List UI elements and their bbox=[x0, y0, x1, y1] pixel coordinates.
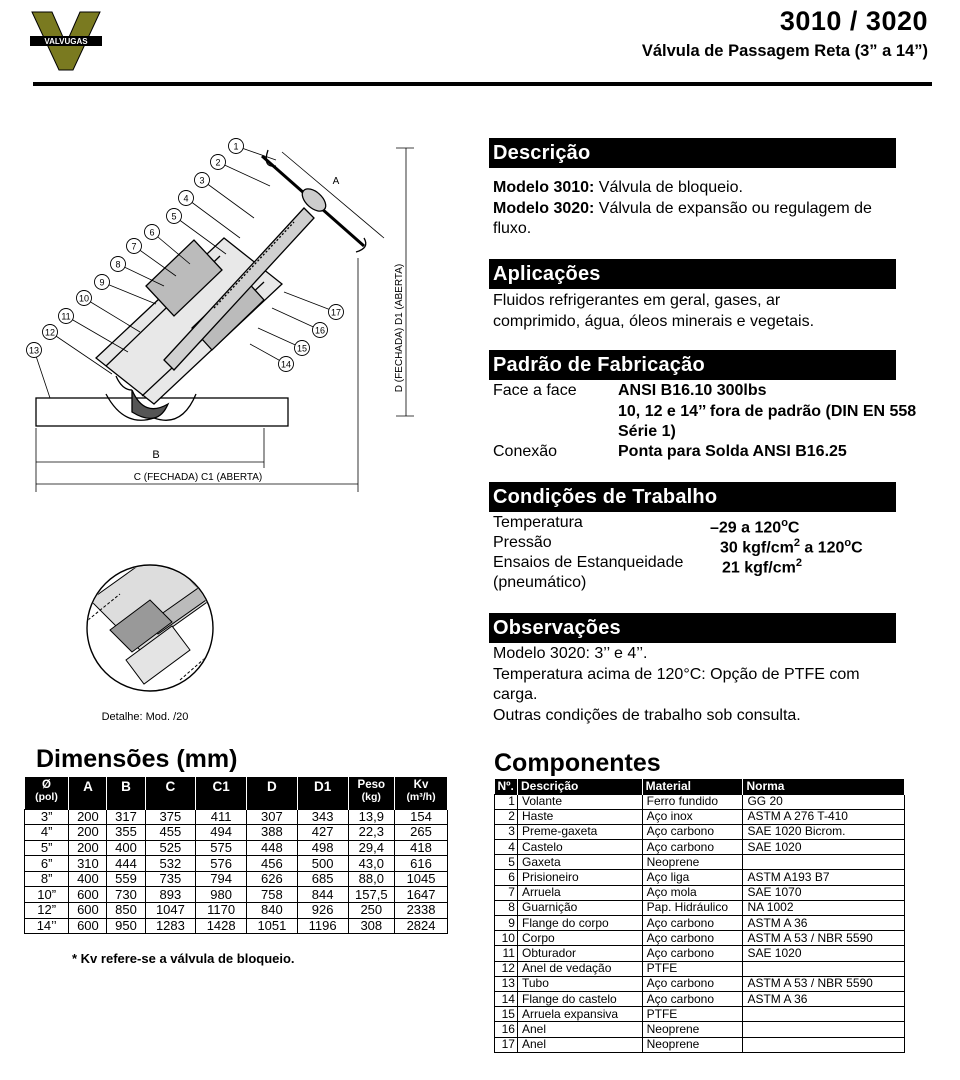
dimensoes-header-label: D1 bbox=[314, 779, 332, 794]
dimensoes-cell: 626 bbox=[247, 871, 298, 887]
model-3010-text: Válvula de bloqueio. bbox=[594, 179, 743, 196]
dimensoes-header-sublabel: (kg) bbox=[361, 791, 381, 803]
face-a-face-label: Face a face bbox=[493, 382, 577, 399]
dimensoes-cell: 850 bbox=[107, 903, 145, 919]
componentes-cell: ASTM A193 B7 bbox=[743, 870, 905, 885]
componentes-cell: SAE 1020 Bicrom. bbox=[743, 824, 905, 839]
componentes-cell: 5 bbox=[495, 855, 518, 870]
dimensoes-table bbox=[24, 777, 448, 934]
componentes-cell: 6 bbox=[495, 870, 518, 885]
componentes-cell: Aço carbono bbox=[642, 976, 743, 991]
pressao-unit: C bbox=[851, 539, 863, 557]
observacao-line: Temperatura acima de 120°C: Opção de PTFE com carga. bbox=[493, 665, 860, 703]
document-title: Válvula de Passagem Reta (3” a 14”) bbox=[641, 42, 928, 60]
callout-number: 13 bbox=[28, 345, 40, 356]
callout-number: 4 bbox=[183, 193, 189, 204]
dimensoes-header-label: Peso bbox=[357, 779, 386, 791]
dimensoes-cell: 427 bbox=[297, 825, 348, 841]
observacao-line: Modelo 3020: 3’’ e 4’’. bbox=[493, 645, 648, 662]
callout-number: 8 bbox=[115, 259, 121, 270]
dimensoes-cell: 343 bbox=[297, 809, 348, 825]
componentes-cell bbox=[743, 961, 905, 976]
dimensoes-cell: 980 bbox=[196, 887, 247, 903]
observacao-line: Outras condições de trabalho sob consulta. bbox=[493, 706, 801, 724]
dimensoes-row bbox=[25, 825, 448, 841]
dimensoes-cell: 1045 bbox=[395, 871, 448, 887]
dimension-label-a: A bbox=[332, 176, 340, 187]
dimension-label-c: C (FECHADA) C1 (ABERTA) bbox=[133, 472, 263, 483]
dimensoes-cell: 616 bbox=[395, 856, 448, 872]
dimensoes-cell: 494 bbox=[196, 825, 247, 841]
dimensoes-cell: 444 bbox=[107, 856, 145, 872]
callout-leader-line bbox=[84, 298, 140, 332]
componentes-row bbox=[495, 1007, 905, 1022]
componentes-row bbox=[495, 900, 905, 915]
dimensoes-cell: 2338 bbox=[395, 903, 448, 919]
componentes-cell: Arruela bbox=[517, 885, 642, 900]
dimensoes-cell: 12” bbox=[25, 903, 69, 919]
dimensoes-cell: 448 bbox=[247, 840, 298, 856]
componentes-cell: ASTM A 53 / NBR 5590 bbox=[743, 931, 905, 946]
componentes-cell: SAE 1020 bbox=[743, 946, 905, 961]
dimensoes-cell: 926 bbox=[297, 903, 348, 919]
section-header-condicoes: Condições de Trabalho bbox=[489, 482, 896, 512]
dimensoes-cell: 456 bbox=[247, 856, 298, 872]
dimensoes-cell: 1196 bbox=[297, 918, 348, 934]
section-header-observacoes: Observações bbox=[489, 613, 896, 643]
dimensoes-header-label: Kv bbox=[413, 779, 429, 791]
dimensoes-cell: 576 bbox=[196, 856, 247, 872]
dimensoes-cell: 375 bbox=[145, 809, 196, 825]
componentes-cell bbox=[743, 1022, 905, 1037]
dimensoes-header-label: A bbox=[83, 779, 93, 794]
dimensoes-cell: 1047 bbox=[145, 903, 196, 919]
componentes-cell: Ferro fundido bbox=[642, 794, 743, 809]
callout-number: 3 bbox=[199, 175, 205, 186]
callout-leader-line bbox=[202, 180, 254, 218]
dimensoes-row bbox=[25, 918, 448, 934]
dimensoes-cell: 411 bbox=[196, 809, 247, 825]
componentes-cell: SAE 1020 bbox=[743, 840, 905, 855]
dimensoes-header-sublabel: (pol) bbox=[35, 791, 58, 803]
dimensoes-header-label: Ø bbox=[41, 779, 51, 791]
dimensoes-column-header bbox=[395, 777, 448, 809]
componentes-cell: Neoprene bbox=[642, 1022, 743, 1037]
componentes-row bbox=[495, 870, 905, 885]
componentes-cell: Aço carbono bbox=[642, 824, 743, 839]
model-3020-text: Válvula de expansão ou regulagem de fluxo. bbox=[493, 199, 872, 237]
dimensoes-title: Dimensões (mm) bbox=[36, 745, 238, 773]
dimensoes-cell: 950 bbox=[107, 918, 145, 934]
componentes-cell: ASTM A 36 bbox=[743, 916, 905, 931]
componentes-cell bbox=[743, 855, 905, 870]
dimensoes-cell: 1170 bbox=[196, 903, 247, 919]
componentes-cell bbox=[743, 1007, 905, 1022]
dimensoes-cell: 10” bbox=[25, 887, 69, 903]
componentes-cell: 8 bbox=[495, 900, 518, 915]
dimensoes-header-label: C bbox=[165, 779, 176, 794]
callout-leader-line bbox=[218, 162, 270, 186]
callout-number: 5 bbox=[171, 211, 177, 222]
dimensoes-column-header bbox=[247, 777, 298, 809]
dimensoes-cell: 13,9 bbox=[348, 809, 395, 825]
componentes-row bbox=[495, 1037, 905, 1052]
dimensoes-column-header bbox=[107, 777, 145, 809]
componentes-row bbox=[495, 809, 905, 824]
componentes-cell: GG 20 bbox=[743, 794, 905, 809]
dimensoes-cell: 2824 bbox=[395, 918, 448, 934]
componentes-cell: Haste bbox=[517, 809, 642, 824]
componentes-column-header: Norma bbox=[743, 779, 905, 794]
callout-number: 1 bbox=[233, 141, 239, 152]
ensaios-value: 21 kgf/$cm^2$ bbox=[722, 557, 802, 577]
dimensoes-cell: 200 bbox=[69, 840, 107, 856]
componentes-cell: Aço carbono bbox=[642, 916, 743, 931]
componentes-cell: SAE 1070 bbox=[743, 885, 905, 900]
dimensoes-cell: 250 bbox=[348, 903, 395, 919]
componentes-cell: 3 bbox=[495, 824, 518, 839]
componentes-cell: 10 bbox=[495, 931, 518, 946]
componentes-cell: Prisioneiro bbox=[517, 870, 642, 885]
componentes-table bbox=[494, 779, 905, 1053]
dimensoes-cell: 6” bbox=[25, 856, 69, 872]
componentes-cell: 17 bbox=[495, 1037, 518, 1052]
componentes-title: Componentes bbox=[494, 749, 661, 777]
callout-number: 2 bbox=[215, 157, 221, 168]
componentes-row bbox=[495, 961, 905, 976]
dimensoes-cell: 310 bbox=[69, 856, 107, 872]
componentes-cell: Corpo bbox=[517, 931, 642, 946]
componentes-row bbox=[495, 855, 905, 870]
dimensoes-column-header bbox=[69, 777, 107, 809]
dimensoes-header-label: B bbox=[121, 779, 131, 794]
dimension-label-d: D (FECHADA) D1 (ABERTA) bbox=[394, 263, 405, 393]
dimensoes-cell: 1283 bbox=[145, 918, 196, 934]
componentes-cell: Aço carbono bbox=[642, 946, 743, 961]
componentes-row bbox=[495, 991, 905, 1006]
componentes-cell: Anel de vedação bbox=[517, 961, 642, 976]
componentes-row bbox=[495, 794, 905, 809]
callout-number: 11 bbox=[61, 311, 71, 322]
section-header-padrao: Padrão de Fabricação bbox=[489, 350, 896, 380]
detail-drawing bbox=[80, 560, 230, 725]
observacoes-text bbox=[493, 644, 873, 726]
document-code: 3010 / 3020 bbox=[779, 6, 928, 36]
detail-caption: Detalhe: Mod. /20 bbox=[101, 711, 189, 723]
section-header-aplicacoes: Aplicações bbox=[489, 259, 896, 289]
dimensoes-header-label: C1 bbox=[212, 779, 230, 794]
dimensoes-cell: 3” bbox=[25, 809, 69, 825]
componentes-cell: ASTM A 36 bbox=[743, 991, 905, 1006]
callout-number: 14 bbox=[280, 359, 292, 370]
componentes-cell: PTFE bbox=[642, 961, 743, 976]
dimensoes-cell: 22,3 bbox=[348, 825, 395, 841]
dimensoes-row bbox=[25, 840, 448, 856]
componentes-row bbox=[495, 840, 905, 855]
componentes-cell: Preme-gaxeta bbox=[517, 824, 642, 839]
dimensoes-note: * Kv refere-se a válvula de bloqueio. bbox=[72, 951, 295, 966]
dimensoes-cell: 400 bbox=[69, 871, 107, 887]
section-header-descricao: Descrição bbox=[489, 138, 896, 168]
dimensoes-cell: 600 bbox=[69, 887, 107, 903]
dimensoes-cell: 308 bbox=[348, 918, 395, 934]
dimensoes-row bbox=[25, 856, 448, 872]
dimensoes-row bbox=[25, 903, 448, 919]
dimensoes-column-header bbox=[196, 777, 247, 809]
face-a-face-value-line2: 10, 12 e 14’’ fora de padrão (DIN EN 558 Série 1) bbox=[618, 402, 917, 440]
pressao-value: 30 kgf/$cm^2$ a 120$^o$C bbox=[720, 537, 863, 557]
componentes-cell: 4 bbox=[495, 840, 518, 855]
pressao-label: Pressão bbox=[493, 534, 552, 551]
model-3020-label: Modelo 3020: bbox=[493, 199, 595, 217]
dimensoes-cell: 685 bbox=[297, 871, 348, 887]
dimensoes-cell: 1647 bbox=[395, 887, 448, 903]
dimensoes-row bbox=[25, 871, 448, 887]
ensaios-label: Ensaios de Estanqueidade bbox=[493, 554, 684, 571]
dimensoes-cell: 730 bbox=[107, 887, 145, 903]
callout-number: 10 bbox=[78, 293, 90, 304]
dimensoes-header-sublabel: (m³/h) bbox=[406, 791, 436, 803]
componentes-cell: Aço inox bbox=[642, 809, 743, 824]
componentes-cell: Anel bbox=[517, 1022, 642, 1037]
conexao-value: Ponta para Solda ANSI B16.25 bbox=[618, 443, 847, 460]
temperatura-unit: C bbox=[787, 519, 800, 537]
temperatura-range: –29 a 120 bbox=[710, 519, 782, 537]
face-a-face-value bbox=[618, 381, 918, 443]
componentes-cell: 13 bbox=[495, 976, 518, 991]
componentes-cell bbox=[743, 1037, 905, 1052]
model-3010-label: Modelo 3010: bbox=[493, 179, 595, 196]
componentes-row bbox=[495, 1022, 905, 1037]
componentes-cell: 15 bbox=[495, 1007, 518, 1022]
componentes-cell: Arruela expansiva bbox=[517, 1007, 642, 1022]
aplicacoes-text: Fluidos refrigerantes em geral, gases, ar comprimido, água, óleos minerais e vegetais. bbox=[493, 292, 815, 330]
face-a-face-value-line1: ANSI B16.10 300lbs bbox=[618, 382, 767, 399]
componentes-row bbox=[495, 824, 905, 839]
dimensoes-cell: 88,0 bbox=[348, 871, 395, 887]
componentes-cell: 14 bbox=[495, 991, 518, 1006]
ensaios-sub-label: (pneumático) bbox=[493, 574, 587, 591]
dimension-label-b: B bbox=[152, 449, 160, 461]
dimensoes-column-header bbox=[145, 777, 196, 809]
dimensoes-cell: 200 bbox=[69, 825, 107, 841]
componentes-row bbox=[495, 946, 905, 961]
callout-number: 17 bbox=[330, 307, 342, 318]
componentes-cell: ASTM A 276 T-410 bbox=[743, 809, 905, 824]
callout-number: 7 bbox=[131, 241, 137, 252]
dimensoes-cell: 1051 bbox=[247, 918, 298, 934]
componentes-cell: PTFE bbox=[642, 1007, 743, 1022]
dimensoes-cell: 418 bbox=[395, 840, 448, 856]
dimensoes-cell: 735 bbox=[145, 871, 196, 887]
componentes-cell: 9 bbox=[495, 916, 518, 931]
componentes-cell: Aço carbono bbox=[642, 931, 743, 946]
dimensoes-cell: 600 bbox=[69, 903, 107, 919]
dimensoes-column-header bbox=[25, 777, 69, 809]
dimensoes-cell: 525 bbox=[145, 840, 196, 856]
dimensoes-cell: 8” bbox=[25, 871, 69, 887]
dimensoes-cell: 455 bbox=[145, 825, 196, 841]
componentes-cell: 16 bbox=[495, 1022, 518, 1037]
componentes-row bbox=[495, 976, 905, 991]
model-3010-line bbox=[493, 178, 903, 199]
componentes-column-header: Material bbox=[642, 779, 743, 794]
dimensoes-cell: 200 bbox=[69, 809, 107, 825]
dimensoes-cell: 500 bbox=[297, 856, 348, 872]
pressao-temp: a 120 bbox=[799, 539, 845, 557]
dimensoes-cell: 498 bbox=[297, 840, 348, 856]
valvugas-logo bbox=[30, 10, 102, 72]
descricao-text bbox=[493, 178, 903, 240]
dimensoes-cell: 307 bbox=[247, 809, 298, 825]
dimensoes-cell: 4” bbox=[25, 825, 69, 841]
dimensoes-cell: 388 bbox=[247, 825, 298, 841]
temperatura-label: Temperatura bbox=[493, 514, 583, 531]
temperatura-value: –29 a 120$^o$C bbox=[710, 517, 800, 537]
componentes-cell: Castelo bbox=[517, 840, 642, 855]
logo-brand-text: VALVUGAS bbox=[44, 37, 88, 46]
dimensoes-cell: 758 bbox=[247, 887, 298, 903]
componentes-cell: NA 1002 bbox=[743, 900, 905, 915]
componentes-cell: Pap. Hidráulico bbox=[642, 900, 743, 915]
componentes-cell: Tubo bbox=[517, 976, 642, 991]
componentes-cell: Volante bbox=[517, 794, 642, 809]
dimensoes-row bbox=[25, 809, 448, 825]
componentes-cell: Gaxeta bbox=[517, 855, 642, 870]
componentes-cell: Anel bbox=[517, 1037, 642, 1052]
componentes-cell: 12 bbox=[495, 961, 518, 976]
componentes-cell: Aço carbono bbox=[642, 991, 743, 1006]
componentes-cell: ASTM A 53 / NBR 5590 bbox=[743, 976, 905, 991]
dimensoes-cell: 532 bbox=[145, 856, 196, 872]
dimensoes-cell: 575 bbox=[196, 840, 247, 856]
componentes-cell: Aço liga bbox=[642, 870, 743, 885]
componentes-cell: Flange do castelo bbox=[517, 991, 642, 1006]
componentes-row bbox=[495, 931, 905, 946]
componentes-cell: Obturador bbox=[517, 946, 642, 961]
componentes-cell: Aço carbono bbox=[642, 840, 743, 855]
dimensoes-cell: 844 bbox=[297, 887, 348, 903]
componentes-cell: Guarnição bbox=[517, 900, 642, 915]
componentes-column-header: Nº. bbox=[495, 779, 518, 794]
componentes-row bbox=[495, 885, 905, 900]
dimensoes-cell: 154 bbox=[395, 809, 448, 825]
componentes-cell: Neoprene bbox=[642, 855, 743, 870]
dimensoes-cell: 400 bbox=[107, 840, 145, 856]
dimensoes-cell: 14’’ bbox=[25, 918, 69, 934]
pressao-amount: 30 kgf/cm bbox=[720, 539, 794, 557]
componentes-cell: Flange do corpo bbox=[517, 916, 642, 931]
dimensoes-cell: 265 bbox=[395, 825, 448, 841]
dimensoes-cell: 355 bbox=[107, 825, 145, 841]
dimensoes-cell: 893 bbox=[145, 887, 196, 903]
callout-leader-line bbox=[284, 292, 336, 312]
componentes-cell: 7 bbox=[495, 885, 518, 900]
dimensoes-cell: 5” bbox=[25, 840, 69, 856]
dimensoes-cell: 559 bbox=[107, 871, 145, 887]
dimensoes-cell: 157,5 bbox=[348, 887, 395, 903]
componentes-cell: 2 bbox=[495, 809, 518, 824]
componentes-cell: Neoprene bbox=[642, 1037, 743, 1052]
header-divider bbox=[33, 82, 932, 86]
dimensoes-cell: 43,0 bbox=[348, 856, 395, 872]
callout-number: 6 bbox=[149, 227, 155, 238]
componentes-column-header: Descrição bbox=[517, 779, 642, 794]
componentes-cell: 11 bbox=[495, 946, 518, 961]
conexao-label: Conexão bbox=[493, 443, 558, 460]
dimensoes-row bbox=[25, 887, 448, 903]
componentes-cell: Aço mola bbox=[642, 885, 743, 900]
callout-number: 15 bbox=[296, 343, 308, 354]
componentes-cell: 1 bbox=[495, 794, 518, 809]
dimensoes-cell: 840 bbox=[247, 903, 298, 919]
callout-leader-line bbox=[186, 198, 240, 238]
dimensoes-cell: 794 bbox=[196, 871, 247, 887]
dimensoes-cell: 600 bbox=[69, 918, 107, 934]
dimensoes-column-header bbox=[297, 777, 348, 809]
callout-number: 9 bbox=[99, 277, 105, 288]
callout-leader-line bbox=[66, 316, 128, 352]
componentes-row bbox=[495, 916, 905, 931]
callout-number: 16 bbox=[314, 325, 326, 336]
valve-section-drawing bbox=[14, 128, 434, 500]
dimensoes-cell: 317 bbox=[107, 809, 145, 825]
dimensoes-column-header bbox=[348, 777, 395, 809]
ensaios-amount: 21 kgf/cm bbox=[722, 559, 796, 577]
dimensoes-cell: 1428 bbox=[196, 918, 247, 934]
model-3020-line bbox=[493, 199, 903, 240]
dimensoes-cell: 29,4 bbox=[348, 840, 395, 856]
dimensoes-header-label: D bbox=[267, 779, 277, 794]
callout-number: 12 bbox=[44, 327, 56, 338]
